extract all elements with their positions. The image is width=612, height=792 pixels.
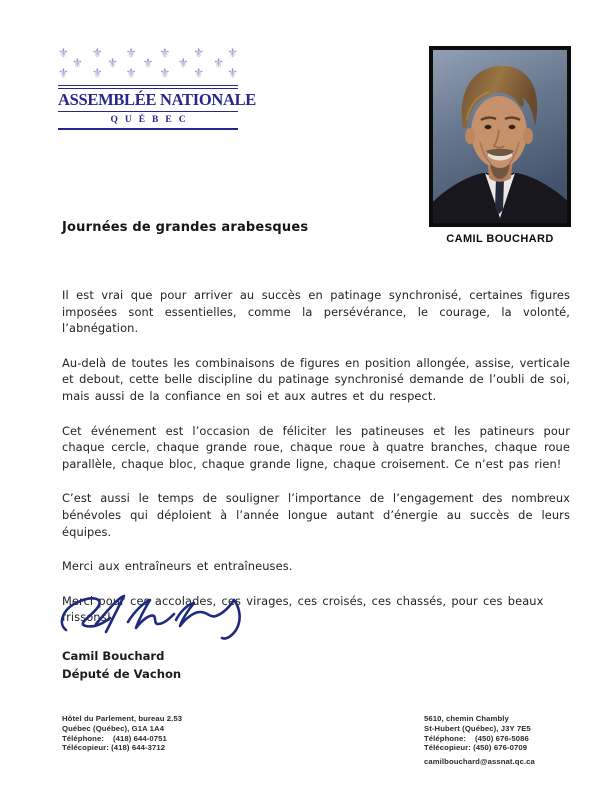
fleur-de-lis-icon: ⚜ bbox=[125, 45, 137, 61]
paragraph: C’est aussi le temps de souligner l’importance de l’engagement des nombreux bénévoles qui déploient à l’année longue autant d’énergie au succès de leurs équipes. bbox=[62, 491, 570, 539]
paragraph: Il est vrai que pour arriver au succès en patinage synchronisé, certaines figures imposées sont essentielles, comme la persévérance, le courage, la volonté, l’abnégation. bbox=[62, 288, 570, 336]
logo-bottom-rule bbox=[58, 128, 238, 130]
portrait-illustration bbox=[433, 50, 567, 223]
footer-parliament-address bbox=[62, 714, 182, 753]
fleur-de-lis-icon: ⚜ bbox=[193, 45, 205, 61]
assemblee-nationale-logo bbox=[58, 45, 257, 130]
handwritten-signature bbox=[52, 590, 252, 654]
paragraph: Merci pour ces accolades, ces virages, ces croisés, ces chassés, pour ces beaux frissons! bbox=[62, 593, 544, 625]
fleur-de-lis-icon: ⚜ bbox=[72, 55, 83, 71]
portrait-photo bbox=[429, 46, 571, 227]
fax-line: Télécopieur: (450) 676-0709 bbox=[424, 743, 528, 753]
fleur-de-lis-icon: ⚜ bbox=[107, 55, 119, 71]
fleur-de-lis-icon: ⚜ bbox=[58, 65, 69, 81]
letter-title: Journées de grandes arabesques bbox=[62, 220, 309, 235]
fleur-de-lis-icon: ⚜ bbox=[58, 45, 69, 61]
address-line: Hôtel du Parlement, bureau 2.53 bbox=[62, 714, 183, 723]
paragraph: Merci aux entraîneurs et entraîneuses. bbox=[62, 559, 293, 574]
signer-role: Député de Vachon bbox=[62, 666, 182, 681]
signer-name: Camil Bouchard bbox=[62, 649, 165, 663]
phone-line: Téléphone: (418) 644-0751 bbox=[62, 733, 167, 743]
address-line: Québec (Québec), G1A 1A4 bbox=[62, 723, 165, 733]
fleur-de-lis-icon: ⚜ bbox=[159, 45, 171, 61]
org-name: ASSEMBLÉE NATIONALE bbox=[58, 90, 257, 109]
fax-line: Télécopieur: (418) 644-3712 bbox=[62, 743, 166, 753]
photo-caption: CAMIL BOUCHARD bbox=[446, 233, 554, 245]
fleur-de-lis-icon: ⚜ bbox=[91, 45, 103, 61]
paragraph: Cet événement est l’occasion de féliciter les patineuses et les patineurs pour chaque cercle, chaque grande roue, chaque roue à quatre branches, chaque roue parallèle, chaque bloc, chaque grande ligne, chaque croisement. Ce n’est pas rien! bbox=[62, 423, 570, 471]
address-line: 5610, chemin Chambly bbox=[424, 714, 509, 723]
footer-riding-address bbox=[424, 714, 535, 767]
signer-block bbox=[62, 648, 181, 683]
address-line: St-Hubert (Québec), J3Y 7E5 bbox=[424, 723, 531, 733]
fleur-de-lis-icon: ⚜ bbox=[142, 55, 154, 71]
fleur-de-lis-icon: ⚜ bbox=[213, 55, 224, 71]
fleur-de-lis-icon: ⚜ bbox=[193, 65, 205, 81]
org-subtitle: QUÉBEC bbox=[110, 115, 193, 125]
paragraph: Au-delà de toutes les combinaisons de figures en position allongée, assise, verticale et debout, cette belle discipline du patinage synchronisé demande de l’oubli de soi, mais aussi de la confiance en soi et aux autres et du respect. bbox=[62, 355, 570, 403]
fleur-de-lis-icon: ⚜ bbox=[159, 65, 171, 81]
fleur-de-lis-pattern bbox=[58, 46, 238, 81]
fleur-de-lis-icon: ⚜ bbox=[227, 65, 238, 81]
fleur-de-lis-icon: ⚜ bbox=[227, 45, 238, 61]
fleur-de-lis-icon: ⚜ bbox=[177, 55, 189, 71]
fleur-de-lis-icon: ⚜ bbox=[125, 65, 137, 81]
email-address: camilbouchard@assnat.qc.ca bbox=[424, 757, 535, 767]
phone-line: Téléphone: (450) 676-5086 bbox=[424, 733, 529, 743]
fleur-de-lis-icon: ⚜ bbox=[91, 65, 103, 81]
